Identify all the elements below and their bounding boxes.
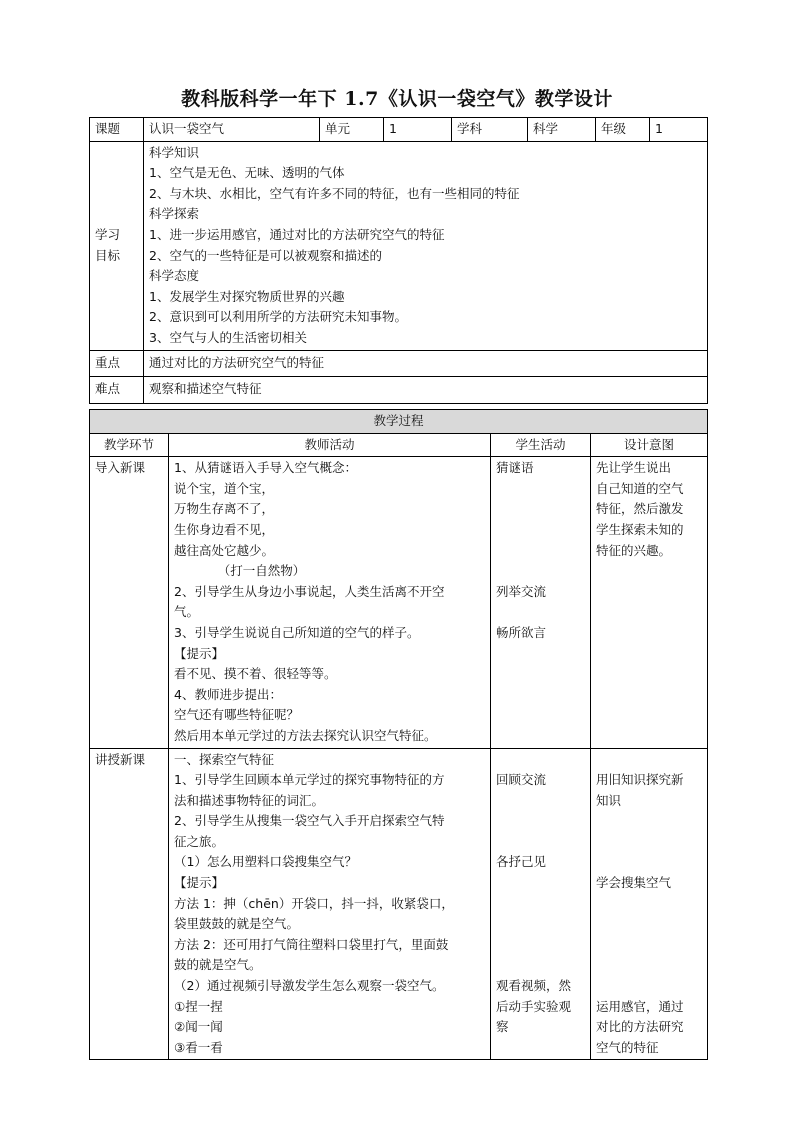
topic-row	[90, 118, 708, 142]
lecture-design-intent	[591, 748, 708, 1060]
student-line	[496, 602, 585, 623]
student-line: 后动手实验观	[496, 998, 572, 1014]
teacher-line: 一、探索空气特征	[174, 751, 275, 767]
teacher-line: 生你身边看不见，	[174, 521, 275, 537]
subject-label: 学科	[452, 118, 528, 142]
teacher-line: 空气还有哪些特征呢？	[174, 707, 300, 723]
intent-line: 运用感官，通过	[596, 998, 684, 1014]
objective-line: 2、与木块、水相比，空气有许多不同的特征，也有一些相同的特征	[149, 185, 520, 201]
teacher-line: 4、教师进步提出：	[174, 686, 282, 702]
objectives-row	[90, 141, 708, 350]
intro-student-activity	[491, 457, 591, 748]
objective-line: 科学态度	[149, 268, 200, 284]
student-line	[496, 499, 585, 520]
student-line: 猜谜语	[496, 460, 534, 476]
intent-line: 学会搜集空气	[596, 875, 672, 891]
objectives-label-line2: 目标	[95, 247, 121, 263]
teacher-line: 2、引导学生从身边小事说起，人类生活离不开空	[174, 583, 445, 599]
difficulty-row	[90, 377, 708, 404]
intent-line	[596, 811, 702, 832]
intent-line: 知识	[596, 792, 622, 808]
teacher-line: ②闻一闻	[174, 1019, 223, 1035]
objectives-content	[144, 141, 708, 350]
lecture-stage: 讲授新课	[90, 748, 169, 1060]
objective-line: 科学知识	[149, 144, 200, 160]
teacher-line: 看不见、摸不着、很轻等等。	[174, 666, 337, 682]
student-line	[496, 935, 585, 956]
topic-value: 认识一袋空气	[144, 118, 320, 142]
difficulty-label: 难点	[90, 377, 144, 404]
teacher-line: 1、引导学生回顾本单元学过的探究事物特征的方	[174, 772, 445, 788]
intent-line: 对比的方法研究	[596, 1019, 684, 1035]
process-heading: 教学过程	[90, 410, 708, 434]
grade-value: 1	[650, 118, 708, 142]
teacher-line: 方法 2：还可用打气筒往塑料口袋里打气，里面鼓	[174, 936, 449, 952]
teacher-line: 方法 1：抻（chēn）开袋口，抖一抖，收紧袋口，	[174, 895, 454, 911]
intent-line: 特征的兴趣。	[596, 542, 672, 558]
student-line	[496, 914, 585, 935]
intent-line	[596, 750, 702, 771]
intent-line	[596, 914, 702, 935]
objective-line: 1、空气是无色、无味、透明的气体	[149, 165, 345, 181]
teacher-line: 万物生存离不了，	[174, 501, 275, 517]
student-line	[496, 873, 585, 894]
column-header-teacher: 教师活动	[169, 433, 491, 457]
intent-line	[596, 935, 702, 956]
subject-value: 科学	[528, 118, 596, 142]
intent-line	[596, 976, 702, 997]
teacher-line: （2）通过视频引导激发学生怎么观察一袋空气。	[174, 978, 445, 994]
teacher-line: ①捏一捏	[174, 998, 223, 1014]
intent-line: 空气的特征	[596, 1039, 659, 1055]
teacher-line: （1）怎么用塑料口袋搜集空气？	[174, 854, 357, 870]
intro-teacher-activity	[169, 457, 491, 748]
intent-line	[596, 832, 702, 853]
student-line: 畅所欲言	[496, 624, 547, 640]
teaching-process-table	[89, 409, 708, 1060]
lecture-row	[90, 748, 708, 1060]
teacher-line: 鼓的就是空气。	[174, 957, 262, 973]
intent-line: 特征，然后激发	[596, 501, 684, 517]
objective-line: 1、进一步运用感官，通过对比的方法研究空气的特征	[149, 226, 445, 242]
teacher-line: 3、引导学生说说自己所知道的空气的样子。	[174, 624, 420, 640]
student-line	[496, 561, 585, 582]
student-line: 各抒己见	[496, 854, 547, 870]
objectives-label	[90, 141, 144, 350]
lecture-teacher-activity	[169, 748, 491, 1060]
teacher-line: 越往高处它越少。	[174, 542, 275, 558]
objective-line: 3、空气与人的生活密切相关	[149, 329, 307, 345]
student-line	[496, 750, 585, 771]
objectives-label-line1: 学习	[95, 226, 121, 242]
student-line	[496, 791, 585, 812]
intent-line: 学生探索未知的	[596, 521, 684, 537]
intro-row	[90, 457, 708, 748]
teacher-line: 征之旅。	[174, 833, 225, 849]
teacher-line: （打一自然物）	[174, 563, 306, 579]
student-line	[496, 520, 585, 541]
intro-stage: 导入新课	[90, 457, 169, 748]
intent-line	[596, 852, 702, 873]
intent-line: 先让学生说出	[596, 460, 672, 476]
objective-line: 1、发展学生对探究物质世界的兴趣	[149, 288, 345, 304]
column-header-student: 学生活动	[491, 433, 591, 457]
process-column-headers	[90, 433, 708, 457]
student-line	[496, 955, 585, 976]
intent-line	[596, 894, 702, 915]
teacher-line: 气。	[174, 604, 200, 620]
teacher-line: 说个宝，道个宝，	[174, 480, 275, 496]
difficulty-value: 观察和描述空气特征	[144, 377, 708, 404]
teacher-line: 2、引导学生从搜集一袋空气入手开启探索空气特	[174, 813, 445, 829]
objective-line: 科学探索	[149, 206, 200, 222]
intent-line	[596, 955, 702, 976]
page-title: 教科版科学一年下 1.7《认识一袋空气》教学设计	[181, 88, 613, 110]
key-point-value: 通过对比的方法研究空气的特征	[144, 350, 708, 377]
teacher-line: 然后用本单元学过的方法去探究认识空气特征。	[174, 727, 437, 743]
lecture-student-activity	[491, 748, 591, 1060]
objective-line: 2、意识到可以利用所学的方法研究未知事物。	[149, 309, 407, 325]
student-line: 回顾交流	[496, 772, 547, 788]
objective-line: 2、空气的一些特征是可以被观察和描述的	[149, 247, 382, 263]
teacher-line: 【提示】	[174, 875, 225, 891]
teacher-line: 袋里鼓鼓的就是空气。	[174, 916, 300, 932]
teacher-line: ③看一看	[174, 1039, 223, 1055]
student-line: 观看视频，然	[496, 978, 572, 994]
key-point-row	[90, 350, 708, 377]
intent-line: 自己知道的空气	[596, 480, 684, 496]
student-line	[496, 479, 585, 500]
lesson-info-table	[89, 117, 708, 404]
student-line	[496, 811, 585, 832]
key-point-label: 重点	[90, 350, 144, 377]
student-line	[496, 832, 585, 853]
student-line	[496, 541, 585, 562]
teacher-line: 1、从猜谜语入手导入空气概念：	[174, 460, 357, 476]
process-heading-row	[90, 410, 708, 434]
intent-line: 用旧知识探究新	[596, 772, 684, 788]
topic-label: 课题	[90, 118, 144, 142]
teacher-line: 【提示】	[174, 645, 225, 661]
student-line: 察	[496, 1019, 509, 1035]
column-header-stage: 教学环节	[90, 433, 169, 457]
teacher-line: 法和描述事物特征的词汇。	[174, 792, 325, 808]
grade-label: 年级	[596, 118, 650, 142]
unit-value: 1	[384, 118, 452, 142]
unit-label: 单元	[320, 118, 384, 142]
student-line	[496, 894, 585, 915]
intro-design-intent	[591, 457, 708, 748]
student-line: 列举交流	[496, 583, 547, 599]
column-header-intent: 设计意图	[591, 433, 708, 457]
